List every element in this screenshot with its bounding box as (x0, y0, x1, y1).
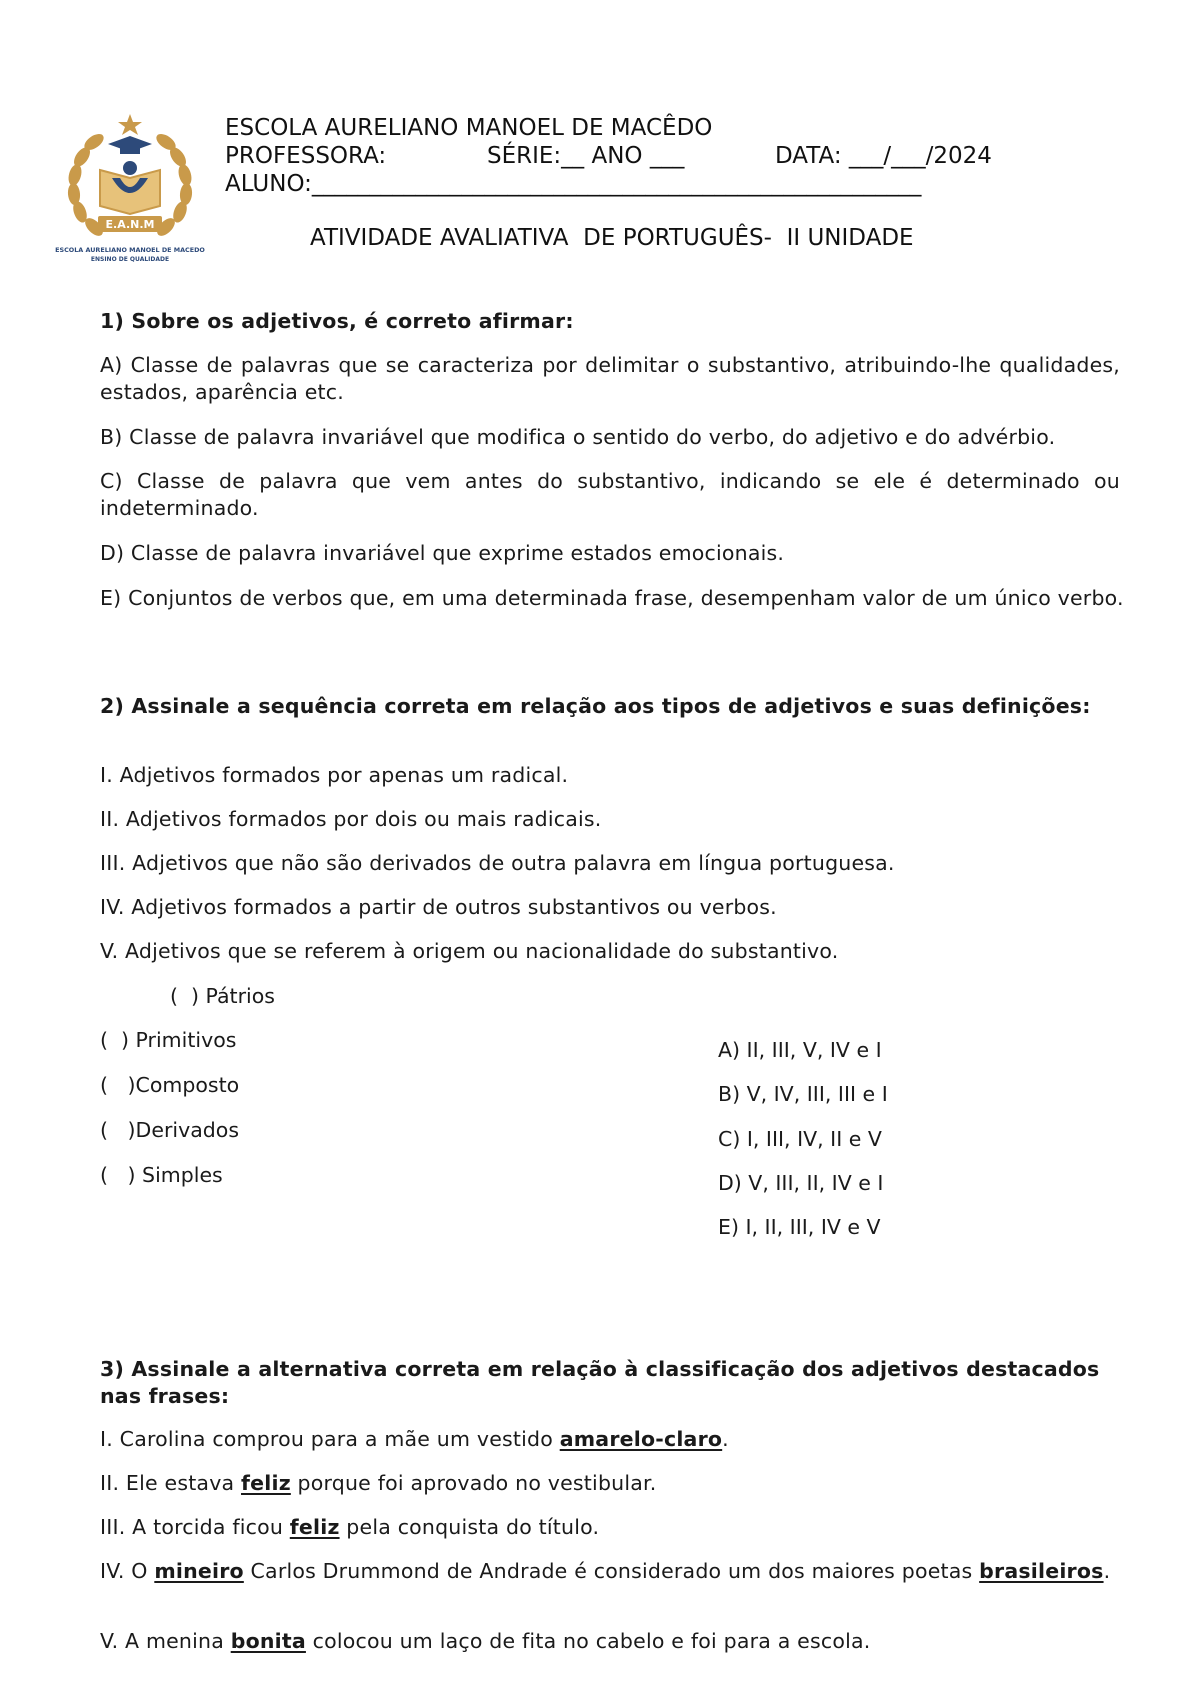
q2-blank-derivados[interactable]: ( )Derivados (100, 1118, 239, 1142)
school-logo (54, 112, 206, 272)
q3-s3-highlight: feliz (289, 1515, 340, 1539)
q2-alternative-d[interactable]: D) V, III, II, IV e I (718, 1171, 884, 1195)
q2-definition-1: I. Adjetivos formados por apenas um radical. (100, 763, 569, 787)
q3-s4-highlight-2: brasileiros (979, 1559, 1104, 1583)
q3-s2-highlight: feliz (241, 1471, 291, 1495)
q3-s1-highlight: amarelo-claro (559, 1427, 723, 1451)
q2-alternative-b[interactable]: B) V, IV, III, III e I (718, 1082, 888, 1106)
q3-sentence-5 (100, 1628, 1120, 1655)
question-2: 2) Assinale a sequência correta em relação aos tipos de adjetivos e suas definições: (100, 694, 1091, 718)
school-logo-emblem (54, 112, 206, 272)
exam-title: ATIVIDADE AVALIATIVA DE PORTUGUÊS- II UNIDADE (310, 225, 914, 251)
q3-s5-highlight: bonita (230, 1629, 306, 1653)
q2-alternative-c[interactable]: C) I, III, IV, II e V (718, 1127, 882, 1151)
q3-s2-end: porque foi aprovado no vestibular. (290, 1471, 657, 1495)
q3-s4-highlight: mineiro (154, 1559, 244, 1583)
q2-blank-primitivos[interactable]: ( ) Primitivos (100, 1028, 237, 1052)
svg-text:ESCOLA AURELIANO MANOEL DE MAC: ESCOLA AURELIANO MANOEL DE MACEDO (55, 246, 205, 254)
q3-s3-end: pela conquista do título. (339, 1515, 600, 1539)
q3-s4-text: IV. O (100, 1559, 155, 1583)
q2-alternative-a[interactable]: A) II, III, V, IV e I (718, 1038, 882, 1062)
q3-s3-text: III. A torcida ficou (100, 1515, 290, 1539)
question-1: 1) Sobre os adjetivos, é correto afirmar: (100, 309, 574, 333)
q2-definition-2: II. Adjetivos formados por dois ou mais radicais. (100, 807, 602, 831)
q3-sentence-2 (100, 1470, 1120, 1497)
q1-option-e: E) Conjuntos de verbos que, em uma determinada frase, desempenham valor de um único verbo. (100, 586, 1124, 610)
svg-text:ENSINO DE QUALIDADE: ENSINO DE QUALIDADE (90, 256, 170, 263)
q3-sentence-4 (100, 1558, 1149, 1585)
q3-s1-text: I. Carolina comprou para a mãe um vestido (100, 1427, 560, 1451)
q1-option-d: D) Classe de palavra invariável que exprime estados emocionais. (100, 541, 785, 565)
q3-s4-end: . (1103, 1559, 1111, 1583)
question-3: 3) Assinale a alternativa correta em relação à classificação dos adjetivos destacados nas frases: (100, 1357, 1100, 1408)
q3-sentence-3 (100, 1514, 1120, 1541)
svg-text:E.A.N.M: E.A.N.M (105, 218, 155, 231)
q1-option-c: C) Classe de palavra que vem antes do substantivo, indicando se ele é determinado ou indeterminado. (100, 469, 1120, 520)
date-field: DATA: ___/___/2024 (775, 143, 992, 169)
q2-blank-composto[interactable]: ( )Composto (100, 1073, 240, 1097)
q3-sentence-1 (100, 1426, 1120, 1453)
q2-alternative-e[interactable]: E) I, II, III, IV e V (718, 1215, 881, 1239)
student-name-field: ALUNO:_____________________________________________________ (225, 171, 922, 197)
grade-field: SÉRIE:__ ANO ___ (487, 143, 685, 169)
q1-option-a: A) Classe de palavras que se caracteriza por delimitar o substantivo, atribuindo-lhe qualidades, estados, aparência etc. (100, 353, 1120, 404)
q2-blank-simples[interactable]: ( ) Simples (100, 1163, 223, 1187)
q2-blank-patrios[interactable]: ( ) Pátrios (170, 984, 275, 1008)
q2-definition-4: IV. Adjetivos formados a partir de outros substantivos ou verbos. (100, 895, 777, 919)
q2-definition-3: III. Adjetivos que não são derivados de outra palavra em língua portuguesa. (100, 851, 895, 875)
teacher-label: PROFESSORA: (225, 143, 387, 169)
q3-s5-text: V. A menina (100, 1629, 231, 1653)
q3-s4-middle: Carlos Drummond de Andrade é considerado um dos maiores poetas (243, 1559, 980, 1583)
teacher-line (225, 142, 1015, 170)
q3-s2-text: II. Ele estava (100, 1471, 242, 1495)
school-name: ESCOLA AURELIANO MANOEL DE MACÊDO (225, 115, 713, 141)
q3-s5-end: colocou um laço de fita no cabelo e foi para a escola. (305, 1629, 871, 1653)
q1-option-b: B) Classe de palavra invariável que modifica o sentido do verbo, do adjetivo e do advérbio. (100, 425, 1056, 449)
q2-definition-5: V. Adjetivos que se referem à origem ou nacionalidade do substantivo. (100, 939, 839, 963)
q3-s1-end: . (722, 1427, 729, 1451)
